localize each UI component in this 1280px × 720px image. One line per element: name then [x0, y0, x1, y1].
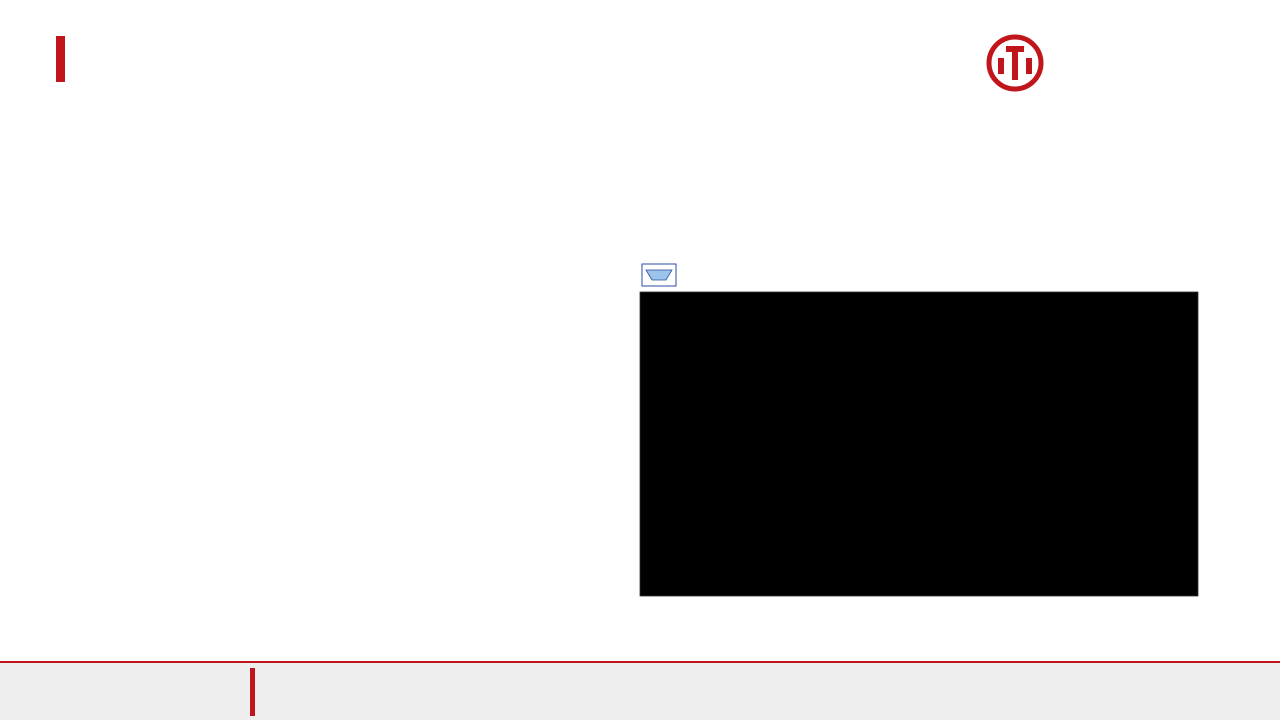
bullet-list [80, 96, 112, 252]
iem-logo-icon [642, 264, 676, 286]
citic-logo-icon [986, 34, 1044, 92]
bullet-item [80, 96, 112, 148]
title-accent-bar [56, 36, 65, 82]
bullet-item [80, 148, 112, 200]
precipitation-map-svg [636, 258, 1260, 610]
map-water [640, 292, 1198, 596]
precipitation-map [636, 258, 1260, 610]
bullet-item [80, 200, 112, 252]
footer [0, 663, 1280, 720]
footer-separator [250, 668, 255, 716]
company-logo [986, 34, 1246, 94]
